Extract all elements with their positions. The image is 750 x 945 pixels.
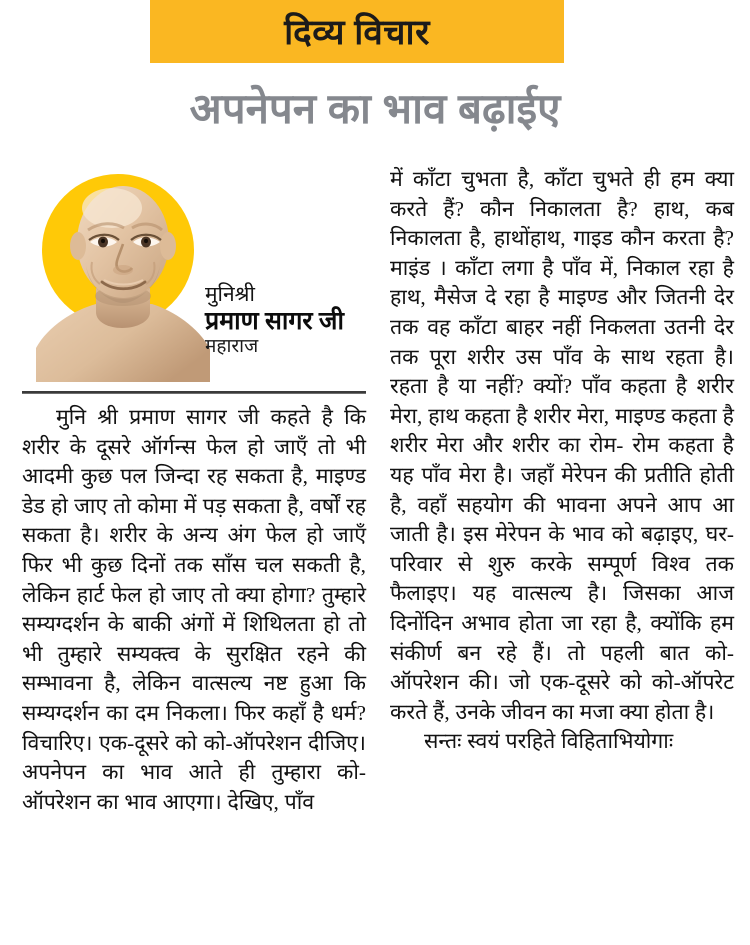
byline-suffix: महाराज: [205, 335, 259, 357]
byline-name: प्रमाण सागर जी: [205, 307, 344, 335]
author-portrait: [34, 170, 212, 382]
masthead-bar: [150, 0, 564, 63]
monk-portrait-photo-icon: [34, 170, 212, 382]
byline: [205, 283, 365, 357]
author-block: [22, 165, 366, 393]
article-paragraph: मुनि श्री प्रमाण सागर जी कहते है कि शरीर के दूसरे ऑर्गन्स फेल हो जाएँ तो भी आदमी कुछ पल जिन्दा रह सकता है, माइण्ड डेड हो जाए तो कोमा में पड़ सकता है, वर्षों रह सकता है। शरीर के अन्य अंग फेल हो जाएँ फिर भी कुछ दिनों तक साँस चल सकती है, लेकिन हार्ट फेल हो जाए तो क्या होगा? तुम्हारे सम्यग्दर्शन के बाकी अंगों में शिथिलता हो तो भी तुम्हारे सम्यक्त्व के सुरक्षित रहने की सम्भावना है, लेकिन वात्सल्य नष्ट हुआ कि सम्यग्दर्शन का दम निकला। फिर कहाँ है धर्म? विचारिए। एक-दूसरे को को-ऑपरेशन दीजिए। अपनेपन का भाव आते ही तुम्हारा को-ऑपरेशन का भाव आएगा। देखिए, पाँव: [22, 405, 366, 814]
left-column-text: [22, 403, 366, 817]
left-column: [22, 165, 366, 925]
byline-honorific: मुनिश्री: [205, 282, 255, 306]
page-title: अपनेपन का भाव बढ़ाईए: [189, 84, 561, 132]
article-paragraph: में काँटा चुभता है, काँटा चुभते ही हम क्या करते हैं? कौन निकालता है? हाथ, कब निकालता है, हाथोंहाथ, गाइड कौन करता है? माइंड । काँटा लगा है पाँव में, निकाल रहा है हाथ, मैसेज दे रहा है माइण्ड और जितनी देर तक वह काँटा बाहर नहीं निकलता उतनी देर तक पूरा शरीर उस पाँव के साथ रहता है। रहता है या नहीं? क्यों? पाँव कहता है शरीर मेरा, हाथ कहता है शरीर मेरा, माइण्ड कहता है शरीर मेरा और शरीर का रोम- रोम कहता है यह पाँव मेरा है। जहाँ मेरेपन की प्रतीति होती है, वहाँ सहयोग की भावना अपने आप आ जाती है। इस मेरेपन के भाव को बढ़ाइए, घर-परिवार से शुरु करके सम्पूर्ण विश्व तक फैलाइए। यह वात्सल्य है। जिसका आज दिनोंदिन अभाव होता जा रहा है, क्योंकि हम संकीर्ण बन रहे हैं। तो पहली बात को-ऑपरेशन की। जो एक-दूसरे को को-ऑपरेट करते हैं, उनके जीवन का मजा क्या होता है।: [390, 167, 734, 724]
article-columns: [22, 165, 734, 925]
right-column-text: [390, 165, 734, 757]
right-column: [390, 165, 734, 925]
closing-verse: सन्तः स्वयं परहिते विहिताभियोगाः: [424, 729, 674, 754]
byline-divider: [22, 391, 366, 394]
masthead-kicker: दिव्य विचार: [284, 13, 430, 52]
